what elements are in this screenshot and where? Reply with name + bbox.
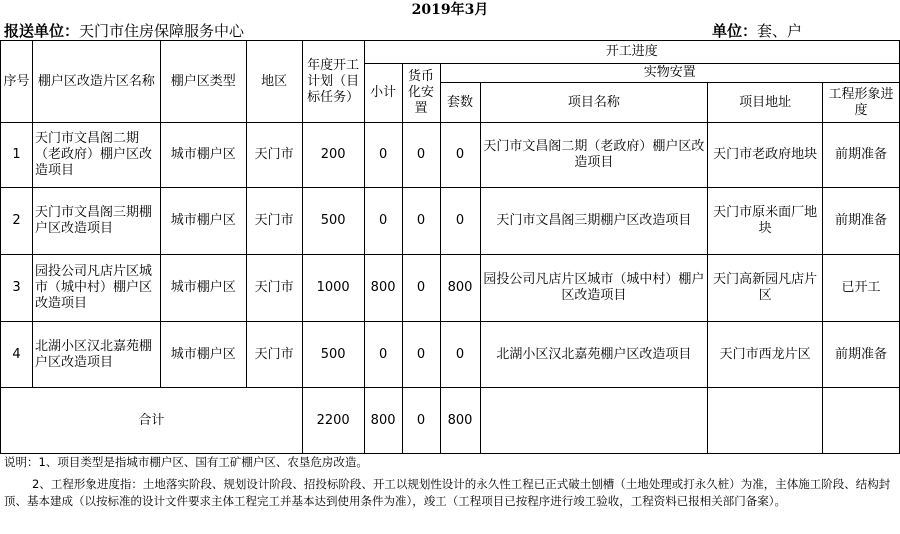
cell-sets: 0	[440, 188, 480, 255]
cell-region: 天门市	[246, 123, 302, 188]
header-plan: 年度开工计划（目标任务）	[302, 41, 364, 123]
header-project-address: 项目地址	[708, 83, 823, 123]
report-unit-label: 报送单位：	[4, 22, 80, 40]
note-2	[4, 476, 896, 510]
total-empty	[708, 388, 823, 454]
cell-subtotal: 0	[364, 188, 402, 255]
header-project-progress: 工程形象进度	[823, 83, 900, 123]
cell-monetized: 0	[402, 255, 440, 322]
cell-subtotal: 0	[364, 123, 402, 188]
cell-seq: 4	[1, 322, 33, 388]
measure-unit-label: 单位：	[712, 22, 758, 40]
cell-plan: 500	[302, 322, 364, 388]
cell-project-name: 天门市文昌阁三期棚户区改造项目	[480, 188, 708, 255]
header-sets: 套数	[440, 83, 480, 123]
cell-type: 城市棚户区	[160, 188, 246, 255]
cell-project-address: 天门市西龙片区	[708, 322, 823, 388]
cell-seq: 2	[1, 188, 33, 255]
note-2-text: 2、工程形象进度指：土地落实阶段、规划设计阶段、招投标阶段、开工以规划性设计的永久性工程已正式破土刨槽（土地处理或打永久桩）为准，主体施工阶段、结构封顶、基本建成（以按标准的设计文件要求主体工程完工并基本达到使用条件为准），竣工（工程项目已按程序进行竣工验收，工程资料已报相关部门备案）。	[4, 477, 891, 508]
report-unit	[4, 20, 244, 42]
header-type: 棚户区类型	[160, 41, 246, 123]
cell-region: 天门市	[246, 255, 302, 322]
report-title: 2019年3月	[411, 2, 489, 18]
cell-name: 园投公司凡店片区城市（城中村）棚户区改造项目	[32, 255, 160, 322]
cell-type: 城市棚户区	[160, 322, 246, 388]
header-subtotal: 小计	[364, 64, 402, 123]
cell-project-address: 天门高新园凡店片区	[708, 255, 823, 322]
cell-type: 城市棚户区	[160, 123, 246, 188]
cell-project-progress: 已开工	[823, 255, 900, 322]
total-sets: 800	[440, 388, 480, 454]
header-progress: 开工进度	[364, 41, 899, 64]
note-1: 说明：1、项目类型是指城市棚户区、国有工矿棚户区、农垦危房改造。	[4, 455, 368, 469]
cell-project-address: 天门市老政府地块	[708, 123, 823, 188]
cell-project-name: 天门市文昌阁二期（老政府）棚户区改造项目	[480, 123, 708, 188]
cell-monetized: 0	[402, 188, 440, 255]
measure-unit	[712, 20, 802, 42]
cell-monetized: 0	[402, 322, 440, 388]
table-row	[1, 255, 900, 322]
header-seq: 序号	[1, 41, 33, 123]
cell-sets: 0	[440, 123, 480, 188]
table-row	[1, 188, 900, 255]
total-plan: 2200	[302, 388, 364, 454]
table-row	[1, 123, 900, 188]
cell-project-address: 天门市原米面厂地块	[708, 188, 823, 255]
cell-sets: 0	[440, 322, 480, 388]
cell-plan: 1000	[302, 255, 364, 322]
cell-region: 天门市	[246, 188, 302, 255]
cell-name: 天门市文昌阁三期棚户区改造项目	[32, 188, 160, 255]
cell-subtotal: 0	[364, 322, 402, 388]
cell-sets: 800	[440, 255, 480, 322]
cell-name: 北湖小区汉北嘉苑棚户区改造项目	[32, 322, 160, 388]
cell-seq: 3	[1, 255, 33, 322]
table-row	[1, 322, 900, 388]
header-physical: 实物安置	[440, 64, 899, 83]
total-empty	[480, 388, 708, 454]
cell-project-progress: 前期准备	[823, 188, 900, 255]
cell-monetized: 0	[402, 123, 440, 188]
header-name: 棚户区改造片区名称	[32, 41, 160, 123]
cell-region: 天门市	[246, 322, 302, 388]
header-monetized: 货币化安置	[402, 64, 440, 123]
cell-plan: 200	[302, 123, 364, 188]
header-region: 地区	[246, 41, 302, 123]
report-unit-value: 天门市住房保障服务中心	[79, 22, 245, 40]
total-label: 合计	[1, 388, 303, 454]
total-empty	[823, 388, 900, 454]
measure-unit-value: 套、户	[757, 22, 803, 40]
cell-seq: 1	[1, 123, 33, 188]
total-subtotal: 800	[364, 388, 402, 454]
cell-project-progress: 前期准备	[823, 322, 900, 388]
cell-project-name: 园投公司凡店片区城市（城中村）棚户区改造项目	[480, 255, 708, 322]
header-project-name: 项目名称	[480, 83, 708, 123]
cell-name: 天门市文昌阁二期（老政府）棚户区改造项目	[32, 123, 160, 188]
progress-table	[0, 40, 900, 454]
cell-type: 城市棚户区	[160, 255, 246, 322]
cell-plan: 500	[302, 188, 364, 255]
cell-project-name: 北湖小区汉北嘉苑棚户区改造项目	[480, 322, 708, 388]
total-row	[1, 388, 900, 454]
total-monetized: 0	[402, 388, 440, 454]
cell-project-progress: 前期准备	[823, 123, 900, 188]
cell-subtotal: 800	[364, 255, 402, 322]
